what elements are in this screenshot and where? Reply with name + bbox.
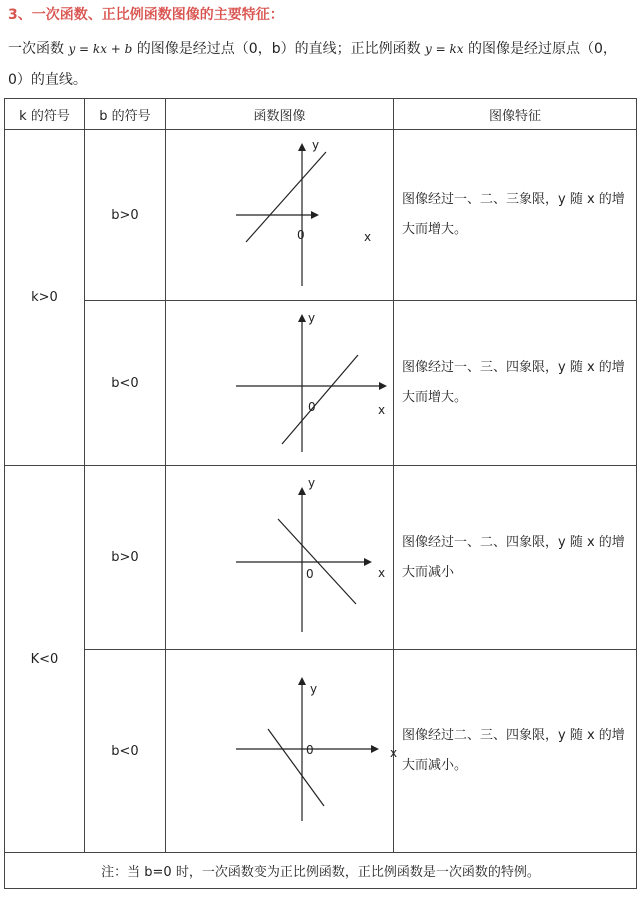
intro-equation-2: y = kx (425, 42, 464, 56)
header-b-sign: b 的符号 (85, 99, 166, 130)
x-label: x (378, 566, 386, 580)
y-label: y (310, 682, 318, 696)
function-line (282, 355, 358, 444)
intro-text-1: 一次函数 (8, 41, 64, 57)
feature-cell: 图像经过一、三、四象限，y 随 x 的增大而增大。 (394, 301, 637, 466)
b-sign-cell: b<0 (85, 650, 166, 853)
header-graph: 函数图像 (166, 99, 394, 130)
header-k-sign: k 的符号 (5, 99, 85, 130)
intro-text-2: 的图像是经过点（0，b）的直线；正比例函数 (136, 41, 421, 57)
feature-cell: 图像经过二、三、四象限，y 随 x 的增大而减小。 (394, 650, 637, 853)
x-axis-arrow (379, 382, 387, 390)
k-sign-cell: k>0 (5, 130, 85, 466)
b-sign-cell: b>0 (85, 130, 166, 301)
x-axis-arrow (311, 211, 319, 219)
b-sign-cell: b>0 (85, 466, 166, 650)
x-label: x (364, 230, 372, 244)
function-line (268, 729, 324, 806)
k-sign-cell: K<0 (5, 466, 85, 853)
x-axis-arrow (364, 558, 372, 566)
graph-cell (166, 466, 394, 650)
graph-cell (166, 301, 394, 466)
origin-label: 0 (306, 567, 314, 581)
table-row (5, 466, 637, 650)
table-row (5, 650, 637, 853)
y-label: y (312, 138, 320, 152)
feature-cell: 图像经过一、二、三象限，y 随 x 的增大而增大。 (394, 130, 637, 301)
y-axis-arrow (298, 314, 306, 322)
graph-cell (166, 130, 394, 301)
y-axis-arrow (298, 143, 306, 151)
header-feature: 图像特征 (394, 99, 637, 130)
note-row (5, 853, 637, 889)
b-sign-cell: b<0 (85, 301, 166, 466)
y-axis-arrow (298, 677, 306, 685)
origin-label: 0 (306, 743, 314, 757)
feature-cell: 图像经过一、二、四象限，y 随 x 的增大而减小 (394, 466, 637, 650)
graph-kpos-bpos (166, 131, 394, 299)
y-label: y (308, 311, 316, 325)
graph-kneg-bneg (166, 651, 398, 851)
x-label: x (390, 746, 398, 760)
graph-kneg-bpos (166, 467, 394, 648)
intro-equation-1: y = kx + b (68, 42, 133, 56)
table-header-row (5, 99, 637, 130)
function-line (246, 152, 326, 242)
origin-label: 0 (308, 400, 316, 414)
feature-table (4, 98, 637, 889)
x-axis-arrow (371, 745, 379, 753)
intro-text-3: 的图像是经过原点（0，0）的直线。 (8, 41, 617, 88)
x-label: x (378, 403, 386, 417)
table-row (5, 301, 637, 466)
graph-cell (166, 650, 398, 853)
note-text: 注：当 b=0 时，一次函数变为正比例函数，正比例函数是一次函数的特例。 (5, 853, 637, 889)
graph-kpos-bneg (166, 302, 394, 464)
intro-paragraph (8, 34, 632, 96)
y-label: y (308, 476, 316, 490)
origin-label: 0 (297, 228, 305, 242)
table-row (5, 130, 637, 301)
section-heading: 3、一次函数、正比例函数图像的主要特征： (8, 7, 284, 23)
y-axis-arrow (298, 487, 306, 495)
